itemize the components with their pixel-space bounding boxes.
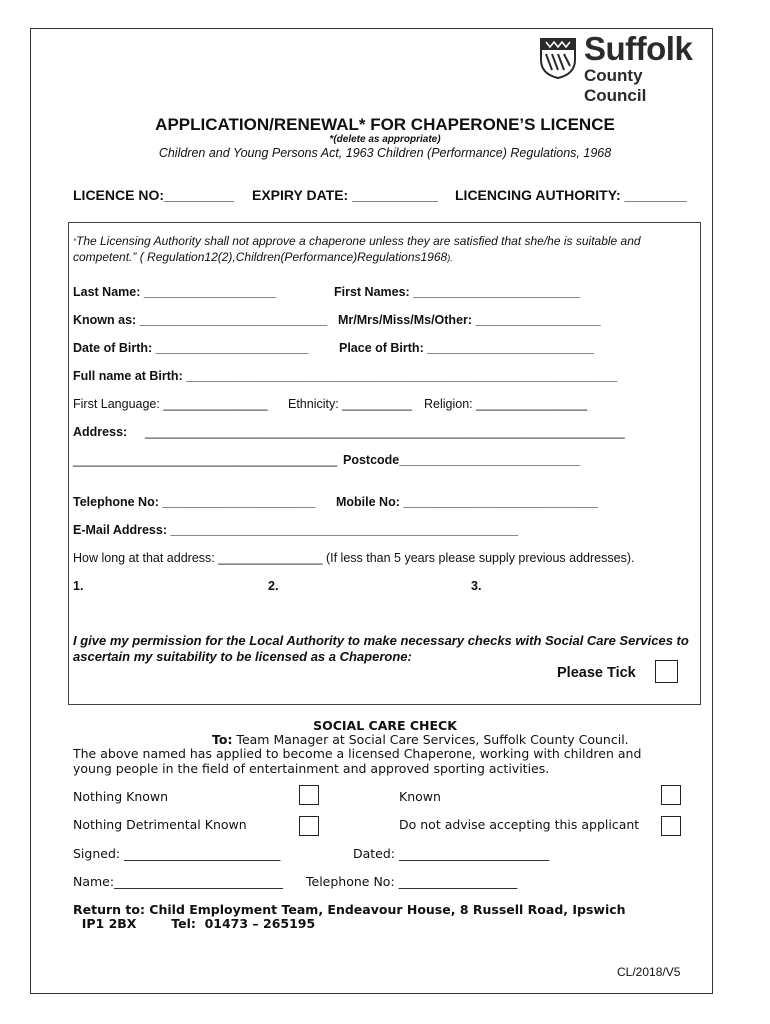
time-at-address-field[interactable]: How long at that address: _______________ (If less than 5 years please supply previous addresses). bbox=[73, 551, 635, 565]
council-logo bbox=[538, 30, 693, 105]
nothing-detrimental-checkbox[interactable] bbox=[299, 816, 319, 836]
first-language-field[interactable]: First Language: _______________ bbox=[73, 397, 268, 411]
suffolk-crest-icon bbox=[538, 36, 578, 80]
page-title: APPLICATION/RENEWAL* FOR CHAPERONE’S LICENCE bbox=[155, 115, 615, 134]
return-to-address: Return to: Child Employment Team, Endeavour House, 8 Russell Road, Ipswich bbox=[73, 902, 626, 917]
permission-statement: I give my permission for the Local Authority to make necessary checks with Social Care Services to ascertain my suitability to be licensed as a Chaperone: bbox=[73, 633, 689, 664]
religion-field[interactable]: Religion: ________________ bbox=[424, 397, 588, 411]
social-telephone-field[interactable]: Telephone No: ___________________ bbox=[306, 874, 518, 889]
to-text: Team Manager at Social Care Services, Suffolk County Council. bbox=[232, 732, 629, 747]
address-label: Address: bbox=[73, 425, 128, 439]
known-as-field[interactable]: Known as: ___________________________ bbox=[73, 313, 328, 327]
permission-checkbox[interactable] bbox=[655, 660, 678, 683]
name-field[interactable]: Name:___________________________ bbox=[73, 874, 283, 889]
licencing-authority-field[interactable]: LICENCING AUTHORITY: ________ bbox=[455, 187, 687, 203]
to-label: To: bbox=[212, 732, 233, 747]
social-care-text-1: The above named has applied to become a licensed Chaperone, working with children and bbox=[73, 746, 642, 761]
regulation-quote bbox=[73, 234, 698, 266]
form-code: CL/2018/V5 bbox=[617, 965, 681, 979]
return-to-postcode-tel: IP1 2BX Tel: 01473 – 265195 bbox=[73, 916, 316, 931]
nothing-known-label: Nothing Known bbox=[73, 789, 169, 804]
address-line-2[interactable]: ______________________________________ bbox=[73, 453, 338, 467]
postcode-field[interactable]: Postcode__________________________ bbox=[343, 453, 581, 467]
social-care-text-2: young people in the field of entertainment and approved sporting activities. bbox=[73, 761, 550, 776]
dated-field[interactable]: Dated: ________________________ bbox=[353, 846, 549, 861]
quote-open: “ bbox=[73, 237, 76, 247]
do-not-advise-label: Do not advise accepting this applicant bbox=[399, 817, 640, 832]
previous-address-3[interactable]: 3. bbox=[471, 579, 482, 593]
logo-subtitle: County Council bbox=[584, 66, 647, 105]
quote-text: The Licensing Authority shall not approve a chaperone unless they are satisfied that she/he is suitable and competent.” ( Regulation12(2),Children(Performance)Regulations1968 bbox=[73, 234, 641, 264]
nothing-known-checkbox[interactable] bbox=[299, 785, 319, 805]
first-names-field[interactable]: First Names: ________________________ bbox=[334, 285, 581, 299]
email-field[interactable]: E-Mail Address: __________________________________________________ bbox=[73, 523, 519, 537]
known-label: Known bbox=[399, 789, 441, 804]
address-line-1[interactable]: _____________________________________________________________________ bbox=[145, 425, 625, 439]
previous-address-2[interactable]: 2. bbox=[268, 579, 279, 593]
act-reference: Children and Young Persons Act, 1963 Children (Performance) Regulations, 1968 bbox=[158, 146, 612, 160]
date-of-birth-field[interactable]: Date of Birth: ______________________ bbox=[73, 341, 309, 355]
signed-field[interactable]: Signed: _________________________ bbox=[73, 846, 281, 861]
social-care-heading: SOCIAL CARE CHECK bbox=[313, 718, 457, 733]
quote-end: ). bbox=[447, 253, 453, 263]
mobile-field[interactable]: Mobile No: ____________________________ bbox=[336, 495, 599, 509]
delete-note: *(delete as appropriate) bbox=[329, 134, 441, 145]
title-field[interactable]: Mr/Mrs/Miss/Ms/Other: __________________ bbox=[338, 313, 601, 327]
social-care-to bbox=[212, 732, 629, 747]
ethnicity-field[interactable]: Ethnicity: __________ bbox=[288, 397, 412, 411]
nothing-detrimental-label: Nothing Detrimental Known bbox=[73, 817, 247, 832]
do-not-advise-checkbox[interactable] bbox=[661, 816, 681, 836]
full-name-at-birth-field[interactable]: Full name at Birth: ______________________________________________________________ bbox=[73, 369, 618, 383]
previous-address-1[interactable]: 1. bbox=[73, 579, 84, 593]
please-tick-label: Please Tick bbox=[557, 665, 636, 681]
last-name-field[interactable]: Last Name: ___________________ bbox=[73, 285, 276, 299]
telephone-field[interactable]: Telephone No: ______________________ bbox=[73, 495, 316, 509]
expiry-date-field[interactable]: EXPIRY DATE: ___________ bbox=[252, 187, 438, 203]
licence-no-field[interactable]: LICENCE NO:_________ bbox=[73, 187, 235, 203]
place-of-birth-field[interactable]: Place of Birth: ________________________ bbox=[339, 341, 595, 355]
known-checkbox[interactable] bbox=[661, 785, 681, 805]
logo-title: Suffolk bbox=[584, 30, 693, 67]
